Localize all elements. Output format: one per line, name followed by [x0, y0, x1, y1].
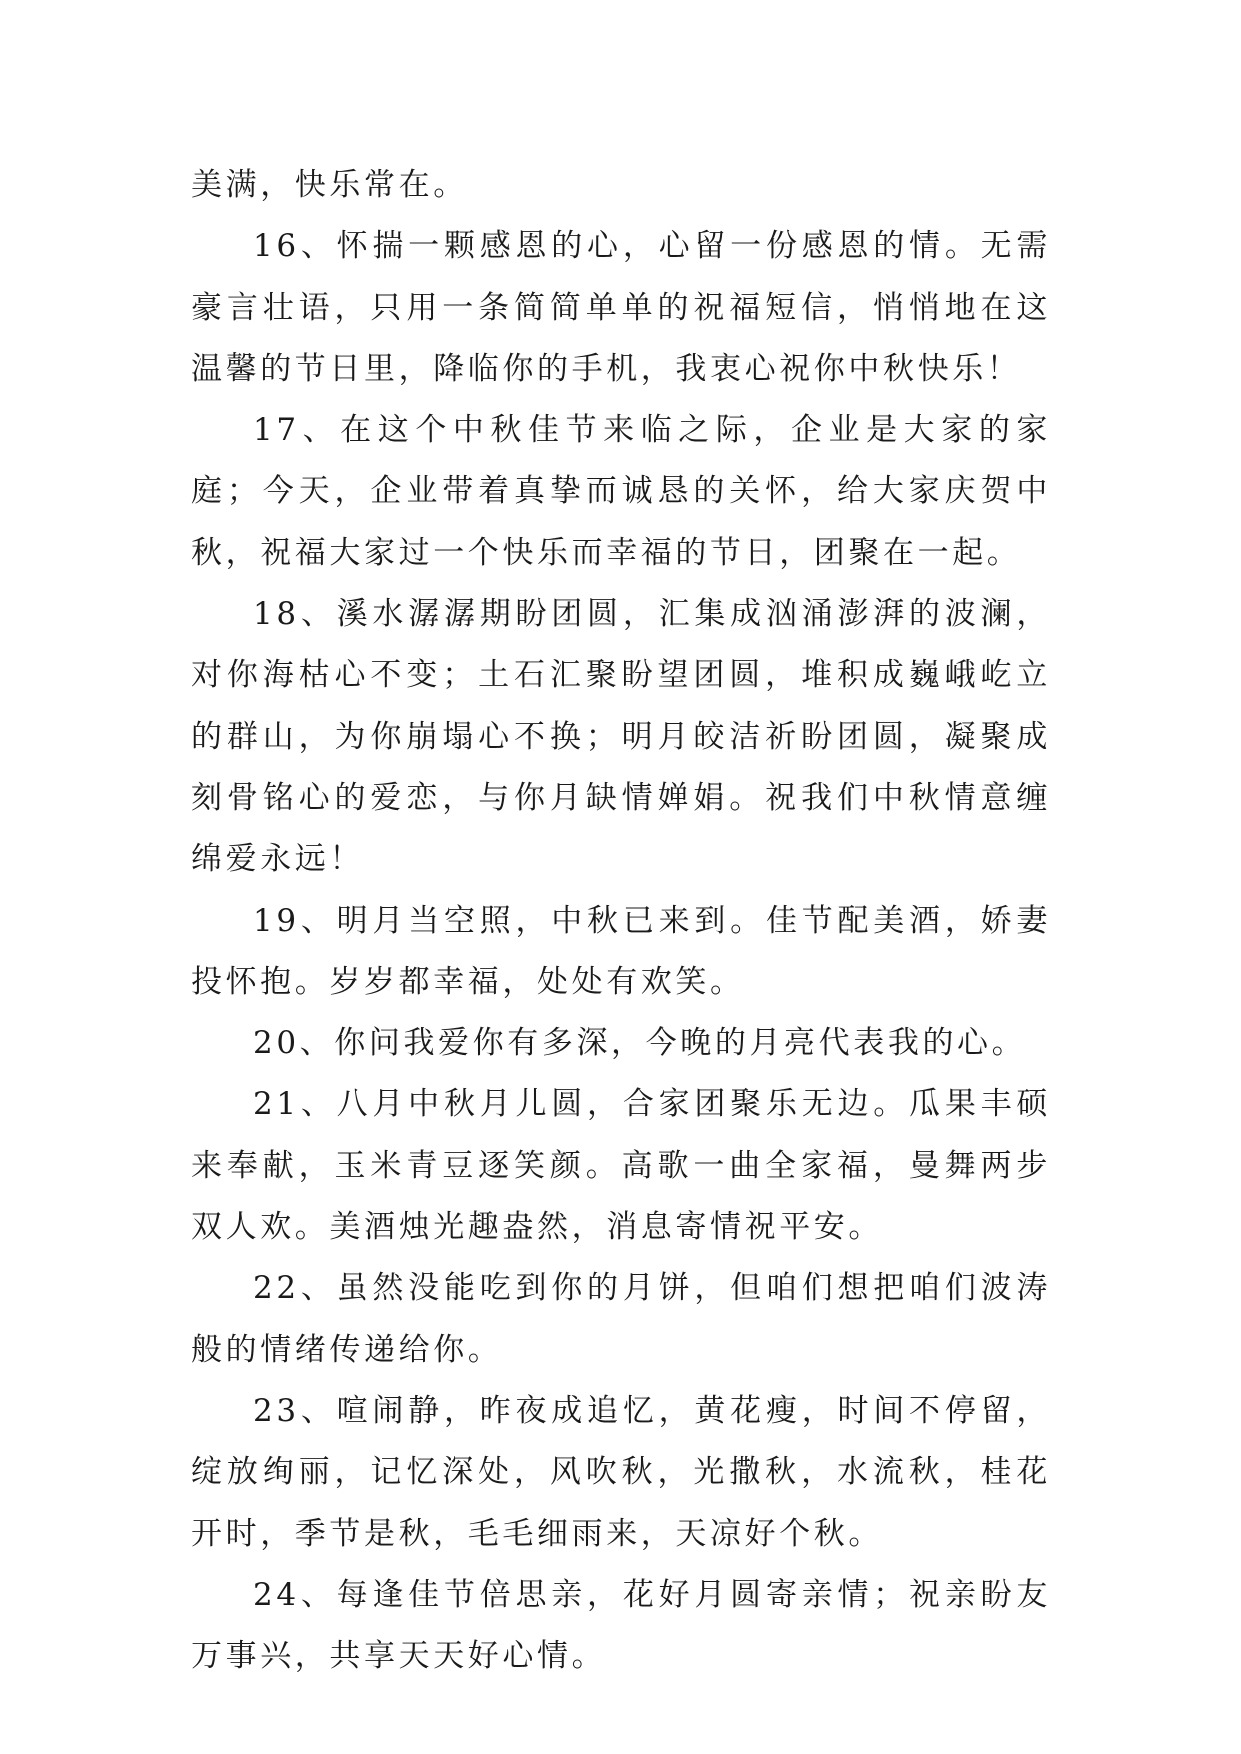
paragraph-20: 20、你问我爱你有多深，今晚的月亮代表我的心。	[253, 1025, 1027, 1062]
paragraph-18: 18、溪水潺潺期盼团圆，汇集成汹涌澎湃的波澜，对你海枯心不变；土石汇聚盼望团圆，堆积成巍峨屹立的群山，为你崩塌心不换；明月皎洁祈盼团圆，凝聚成刻骨铭心的爱恋，与你月缺情婵娟。祝我们中秋情意缠绵爱永远！	[191, 596, 1051, 878]
paragraph-16: 16、怀揣一颗感恩的心，心留一份感恩的情。无需豪言壮语，只用一条简简单单的祝福短信，悄悄地在这温馨的节日里，降临你的手机，我衷心祝你中秋快乐！	[191, 228, 1051, 387]
paragraph-24: 24、每逢佳节倍思亲，花好月圆寄亲情；祝亲盼友万事兴，共享天天好心情。	[191, 1576, 1051, 1675]
paragraph-continuation: 美满，快乐常在。	[191, 167, 468, 203]
paragraph-22: 22、虽然没能吃到你的月饼，但咱们想把咱们波涛般的情绪传递给你。	[191, 1270, 1051, 1368]
paragraph-23: 23、喧闹静，昨夜成追忆，黄花瘦，时间不停留，绽放绚丽，记忆深处，风吹秋，光撒秋，水流秋，桂花开时，季节是秋，毛毛细雨来，天凉好个秋。	[191, 1392, 1051, 1552]
document-body	[191, 155, 1051, 1687]
paragraph-17: 17、在这个中秋佳节来临之际，企业是大家的家庭；今天，企业带着真挚而诚恳的关怀，给大家庆贺中秋，祝福大家过一个快乐而幸福的节日，团聚在一起。	[191, 412, 1051, 571]
paragraph-21: 21、八月中秋月儿圆，合家团聚乐无边。瓜果丰硕来奉献，玉米青豆逐笑颜。高歌一曲全家福，曼舞两步双人欢。美酒烛光趣盎然，消息寄情祝平安。	[191, 1086, 1051, 1246]
paragraph-19: 19、明月当空照，中秋已来到。佳节配美酒，娇妻投怀抱。岁岁都幸福，处处有欢笑。	[191, 902, 1051, 1000]
